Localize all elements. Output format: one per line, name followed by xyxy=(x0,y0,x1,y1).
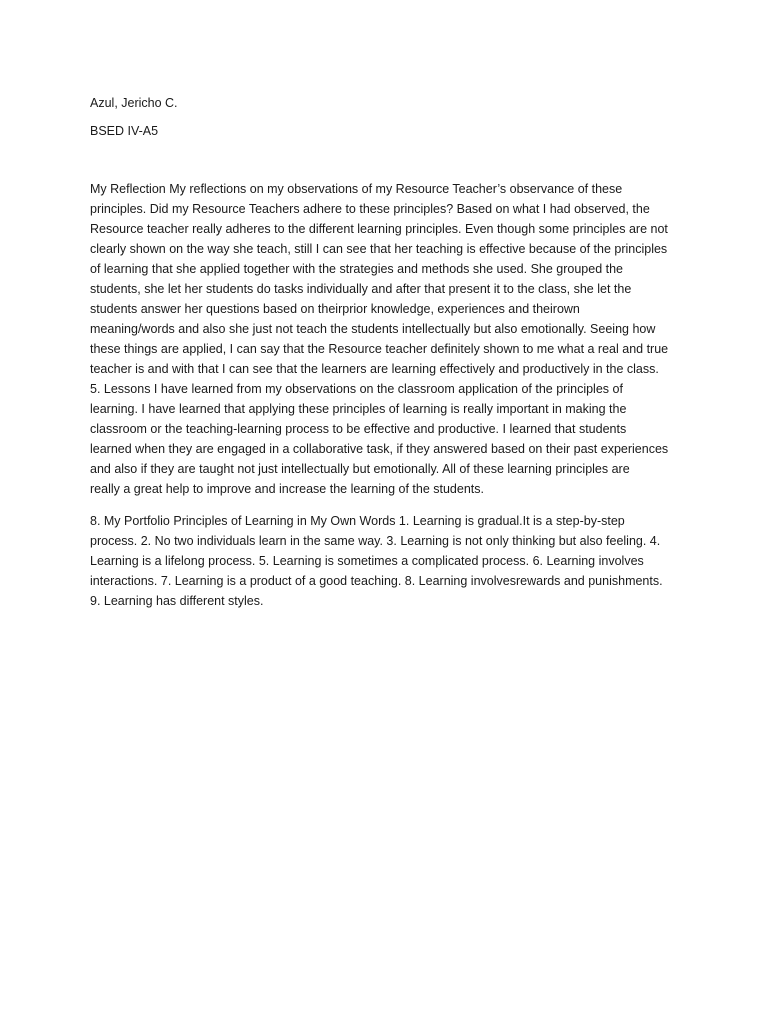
portfolio-paragraph: 8. My Portfolio Principles of Learning in My Own Words 1. Learning is gradual.It is a step-by-step process. 2. No two individuals learn in the same way. 3. Learning is not only thinking but also feeling. 4. Learning is a lifelong process. 5. Learning is sometimes a complicated process. 6. Learning involves interactions. 7. Learning is a product of a good teaching. 8. Learning involvesrewards and punishments. 9. Learning has different styles. xyxy=(90,514,663,608)
reflection-paragraph: My Reflection My reflections on my observations of my Resource Teacher’s observance of these principles. Did my Resource Teachers adhere to these principles? Based on what I had observed, the Resource teacher really adheres to the different learning principles. Even though some principles are not clearly shown on the way she teach, still I can see that her teaching is effective because of the principles of learning that she applied together with the strategies and methods she used. She grouped the students, she let her students do tasks individually and after that present it to the class, she let the students answer her questions based on theirprior knowledge, experiences and theirown meaning/words and also she just not teach the students intellectually but also emotionally. Seeing how these things are applied, I can say that the Resource teacher definitely shown to me what a real and true teacher is and with that I can see that the learners are learning effectively and productively in the class. 5. Lessons I have learned from my observations on the classroom application of the principles of learning. I have learned that applying these principles of learning is really important in making the classroom or the teaching-learning process to be effective and productive. I learned that students learned when they are engaged in a collaborative task, if they answered based on their past experiences and also if they are taught not just intellectually but emotionally. All of these learning principles are really a great help to improve and increase the learning of the students. xyxy=(90,182,669,496)
document-body xyxy=(90,93,680,611)
class-section: BSED IV-A5 xyxy=(90,124,159,138)
author-name: Azul, Jericho C. xyxy=(90,96,178,110)
